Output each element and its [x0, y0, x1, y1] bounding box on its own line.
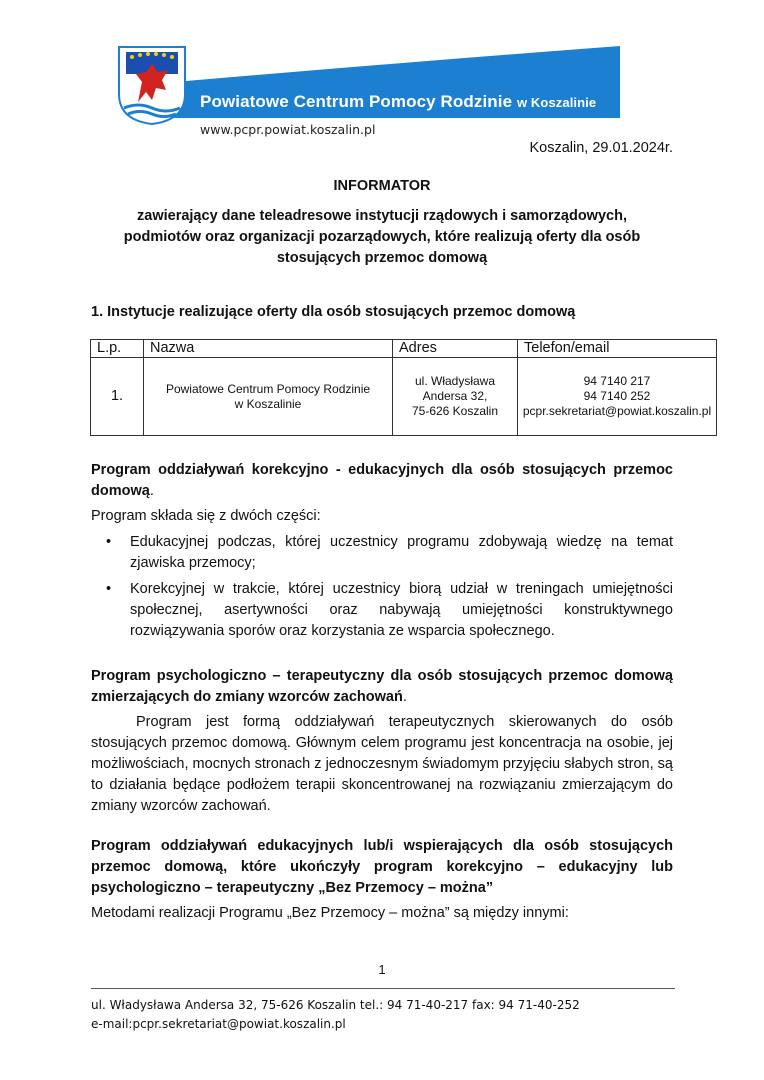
table-row [91, 358, 717, 436]
subtitle-line: zawierający dane teleadresowe instytucji rządowych i samorządowych, [137, 208, 627, 224]
bullet-icon: • [106, 534, 112, 550]
county-crest-icon [116, 44, 188, 126]
cell-contact [518, 358, 717, 436]
footer-divider [91, 988, 675, 989]
subtitle-line: stosujących przemoc domową [276, 250, 488, 266]
program3-text: Metodami realizacji Programu „Bez Przemocy – można” są między innymi: [91, 905, 569, 921]
cell-line: Powiatowe Centrum Pomocy Rodzinie [165, 381, 371, 396]
column-header-contact: Telefon/email [518, 340, 717, 358]
cell-name [144, 358, 393, 436]
program3-title: Program oddziaływań edukacyjnych lub/i wspierających dla osób stosujących przemoc domową, które ukończyły program korekcyjno – edukacyjny lub psychologiczno – terapeutyczny „Bez Przemocy – można” [91, 838, 673, 896]
website-url[interactable]: www.pcpr.powiat.koszalin.pl [200, 122, 376, 137]
section-heading: 1. Instytucje realizujące oferty dla osób stosujących przemoc domową [91, 304, 576, 320]
subtitle-line: podmiotów oraz organizacji pozarządowych, które realizują oferty dla osób [123, 229, 641, 245]
cell-line: 75-626 Koszalin [411, 404, 499, 418]
cell-line: w Koszalinie [234, 396, 302, 411]
column-header-lp: L.p. [91, 340, 144, 358]
column-header-name: Nazwa [144, 340, 393, 358]
footer-address: ul. Władysława Andersa 32, 75-626 Koszalin tel.: 94 71-40-217 fax: 94 71-40-252 [91, 998, 580, 1012]
column-header-address: Adres [393, 340, 518, 358]
document-subtitle [100, 206, 664, 269]
table-header-row [91, 340, 717, 358]
cell-line: 94 7140 252 [583, 389, 651, 403]
program2-title: Program psychologiczno – terapeutyczny dla osób stosujących przemoc domową zmierzających do zmiany wzorców zachowań. [91, 668, 673, 705]
bullet-icon: • [106, 581, 112, 597]
program1-title: Program oddziaływań korekcyjno - edukacyjnych dla osób stosujących przemoc domową. [91, 462, 673, 499]
program1-intro: Program składa się z dwóch części: [91, 508, 321, 524]
cell-line: ul. Władysława [414, 374, 496, 388]
org-name: Powiatowe Centrum Pomocy Rodzinie w Koszalinie [200, 92, 597, 111]
header-banner [112, 42, 620, 124]
program2-text: Program jest formą oddziaływań terapeutycznych skierowanych do osób stosujących przemoc domową. Głównym celem programu jest koncentracja na osobie, jej możliwościach, mocnych stronach z jednoczesnym świadomym przyjęciu słabych stron, są to działania będące podłożem terapii skoncentrowanej na rozwiązaniu zmierzającym do zmiany wzorców zachowań. [91, 714, 673, 814]
cell-address [393, 358, 518, 436]
document-date: Koszalin, 29.01.2024r. [529, 140, 673, 156]
cell-line: Andersa 32, [422, 389, 488, 403]
institutions-table [90, 339, 717, 436]
list-item: • Edukacyjnej podczas, której uczestnicy programu zdobywają wiedzę na temat zjawiska przemocy; [106, 534, 673, 571]
page-number: 1 [378, 962, 386, 977]
document-title: INFORMATOR [333, 178, 431, 194]
footer [91, 996, 580, 1034]
list-item: • Korekcyjnej w trakcie, której uczestnicy biorą udział w treningach umiejętności społecznej, asertywności oraz nabywają umiejętności konstruktywnego rozwiązywania sporów oraz korzystania ze wsparcia społecznego. [106, 581, 673, 639]
cell-line: 94 7140 217 [583, 374, 651, 388]
email-link[interactable]: pcpr.sekretariat@powiat.koszalin.pl [522, 404, 712, 418]
footer-email[interactable]: e-mail:pcpr.sekretariat@powiat.koszalin.pl [91, 1017, 346, 1031]
cell-lp: 1. [91, 358, 144, 436]
program1-list [91, 532, 673, 647]
